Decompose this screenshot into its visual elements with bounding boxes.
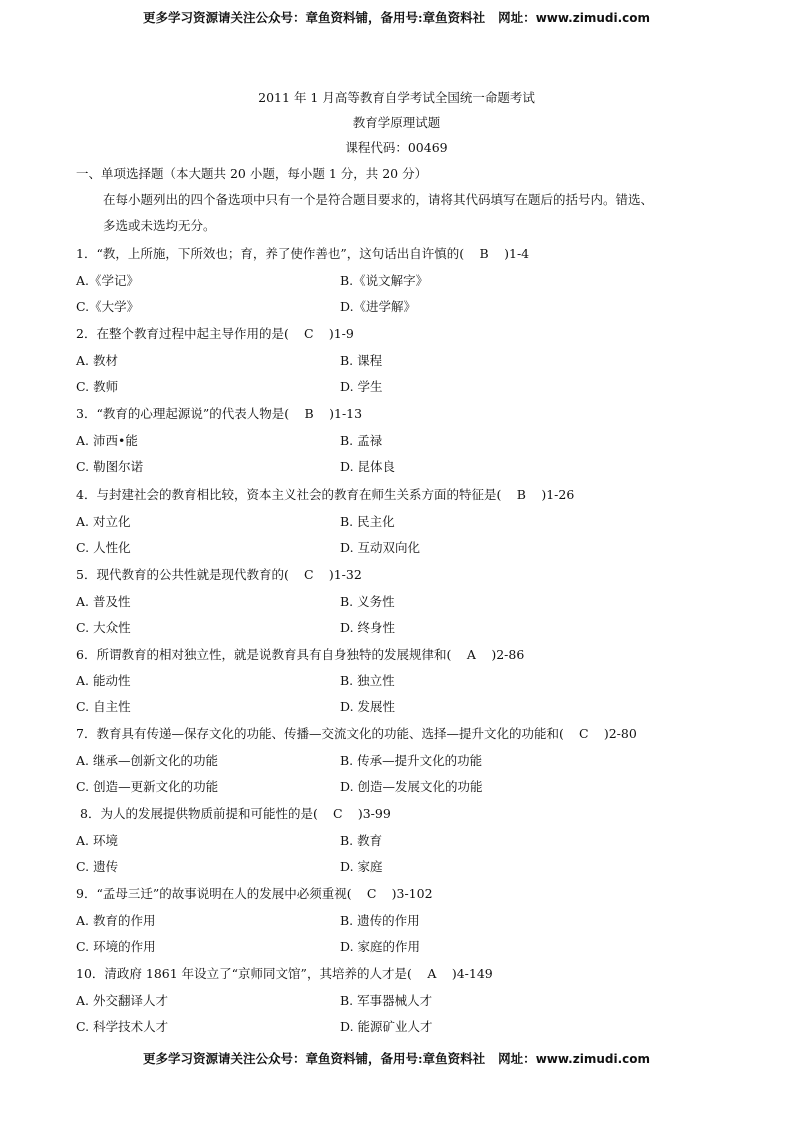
option-d: D. 家庭 (340, 859, 383, 874)
section-title: 一、单项选择题（本大题共 20 小题，每小题 1 分，共 20 分） (76, 166, 428, 181)
option-b: B. 传承—提升文化的功能 (340, 753, 483, 768)
question-reference: )1-26 (541, 487, 575, 502)
option-b: B. 军事器械人才 (340, 993, 433, 1008)
option-b: B. 课程 (340, 353, 383, 368)
option-b: B. 遗传的作用 (340, 913, 420, 928)
option-c: C. 教师 (76, 379, 119, 394)
question-stem: 5．现代教育的公共性就是现代教育的( (76, 567, 289, 582)
option-c: C. 环境的作用 (76, 939, 156, 954)
question-7 (76, 724, 637, 742)
question-stem: 2．在整个教育过程中起主导作用的是( (76, 326, 289, 341)
option-c: C. 人性化 (76, 540, 131, 555)
question-9 (76, 884, 433, 902)
answer-value: C (579, 726, 589, 741)
question-3 (76, 404, 362, 422)
question-1 (76, 244, 529, 262)
question-5 (76, 565, 362, 583)
question-stem: 8．为人的发展提供物质前提和可能性的是( (80, 806, 318, 821)
question-stem: 6．所谓教育的相对独立性，就是说教育具有自身独特的发展规律和( (76, 647, 452, 662)
option-c: C.《大学》 (76, 299, 140, 314)
answer-value: C (304, 567, 314, 582)
option-c: C. 自主性 (76, 699, 131, 714)
question-stem: 9．“孟母三迁”的故事说明在人的发展中必须重视( (76, 886, 352, 901)
question-4 (76, 485, 574, 503)
question-reference: )1-4 (504, 246, 530, 261)
option-a: A. 对立化 (76, 514, 131, 529)
option-d: D. 能源矿业人才 (340, 1019, 433, 1034)
option-d: D.《进学解》 (340, 299, 417, 314)
option-b: B. 义务性 (340, 594, 395, 609)
question-2 (76, 324, 354, 342)
option-b: B. 孟禄 (340, 433, 383, 448)
course-code: 课程代码：00469 (345, 140, 448, 155)
option-d: D. 发展性 (340, 699, 396, 714)
option-c: C. 大众性 (76, 620, 131, 635)
option-c: C. 遗传 (76, 859, 119, 874)
question-reference: )1-9 (328, 326, 354, 341)
top-banner (0, 8, 793, 26)
option-b: B.《说文解字》 (340, 273, 429, 288)
option-b: B. 民主化 (340, 514, 395, 529)
question-stem: 1．“教，上所施，下所效也；育，养了使作善也”，这句话出自许慎的( (76, 246, 465, 261)
exam-subtitle: 教育学原理试题 (352, 115, 441, 130)
answer-value: B (516, 487, 526, 502)
option-a: A. 教材 (76, 353, 118, 368)
question-stem: 10．清政府 1861 年设立了“京师同文馆”，其培养的人才是( (76, 966, 412, 981)
option-a: A. 能动性 (76, 673, 131, 688)
question-10 (76, 964, 493, 982)
option-c: C. 创造—更新文化的功能 (76, 779, 219, 794)
banner-url-label: 网址： (498, 1051, 536, 1066)
banner-url-label: 网址： (498, 10, 536, 25)
option-d: D. 互动双向化 (340, 540, 421, 555)
section-instruction-continued: 多选或未选均无分。 (103, 218, 216, 233)
question-reference: )3-102 (391, 886, 433, 901)
answer-value: A (466, 647, 476, 662)
answer-value: C (366, 886, 377, 901)
banner-url-link[interactable]: www.zimudi.com (535, 11, 651, 25)
option-a: A. 外交翻译人才 (76, 993, 168, 1008)
option-d: D. 昆体良 (340, 459, 396, 474)
question-reference: )1-13 (329, 406, 363, 421)
question-reference: )2-86 (491, 647, 525, 662)
answer-value: C (304, 326, 314, 341)
answer-value: A (427, 966, 437, 981)
question-stem: 7．教育具有传递—保存文化的功能、传播—交流文化的功能、选择—提升文化的功能和( (76, 726, 564, 741)
question-reference: )1-32 (328, 567, 362, 582)
question-reference: )3-99 (357, 806, 391, 821)
question-stem: 3．“教育的心理起源说”的代表人物是( (76, 406, 290, 421)
option-c: C. 科学技术人才 (76, 1019, 169, 1034)
question-6 (76, 645, 524, 663)
question-stem: 4．与封建社会的教育相比较，资本主义社会的教育在师生关系方面的特征是( (76, 487, 502, 502)
bottom-banner (0, 1049, 793, 1067)
section-instruction: 在每小题列出的四个备选项中只有一个是符合题目要求的，请将其代码填写在题后的括号内。错选、 (103, 192, 654, 207)
option-a: A. 普及性 (76, 594, 131, 609)
answer-value: B (304, 406, 314, 421)
option-a: A. 继承—创新文化的功能 (76, 753, 218, 768)
option-a: A. 沛西•能 (76, 433, 138, 448)
answer-value: B (479, 246, 489, 261)
question-8 (80, 804, 391, 822)
option-c: C. 勒图尔诺 (76, 459, 144, 474)
answer-value: C (333, 806, 343, 821)
option-d: D. 终身性 (340, 620, 396, 635)
question-reference: )4-149 (451, 966, 493, 981)
option-a: A.《学记》 (76, 273, 140, 288)
option-d: D. 学生 (340, 379, 383, 394)
question-reference: )2-80 (603, 726, 637, 741)
banner-text: 更多学习资源请关注公众号：章鱼资料铺，备用号:章鱼资料社 (142, 1051, 486, 1066)
exam-title: 2011 年 1 月高等教育自学考试全国统一命题考试 (258, 90, 535, 105)
banner-url-link[interactable]: www.zimudi.com (535, 1052, 651, 1066)
option-d: D. 家庭的作用 (340, 939, 421, 954)
banner-text: 更多学习资源请关注公众号：章鱼资料铺，备用号:章鱼资料社 (142, 10, 486, 25)
option-b: B. 独立性 (340, 673, 395, 688)
option-d: D. 创造—发展文化的功能 (340, 779, 483, 794)
option-a: A. 教育的作用 (76, 913, 156, 928)
option-a: A. 环境 (76, 833, 118, 848)
option-b: B. 教育 (340, 833, 383, 848)
